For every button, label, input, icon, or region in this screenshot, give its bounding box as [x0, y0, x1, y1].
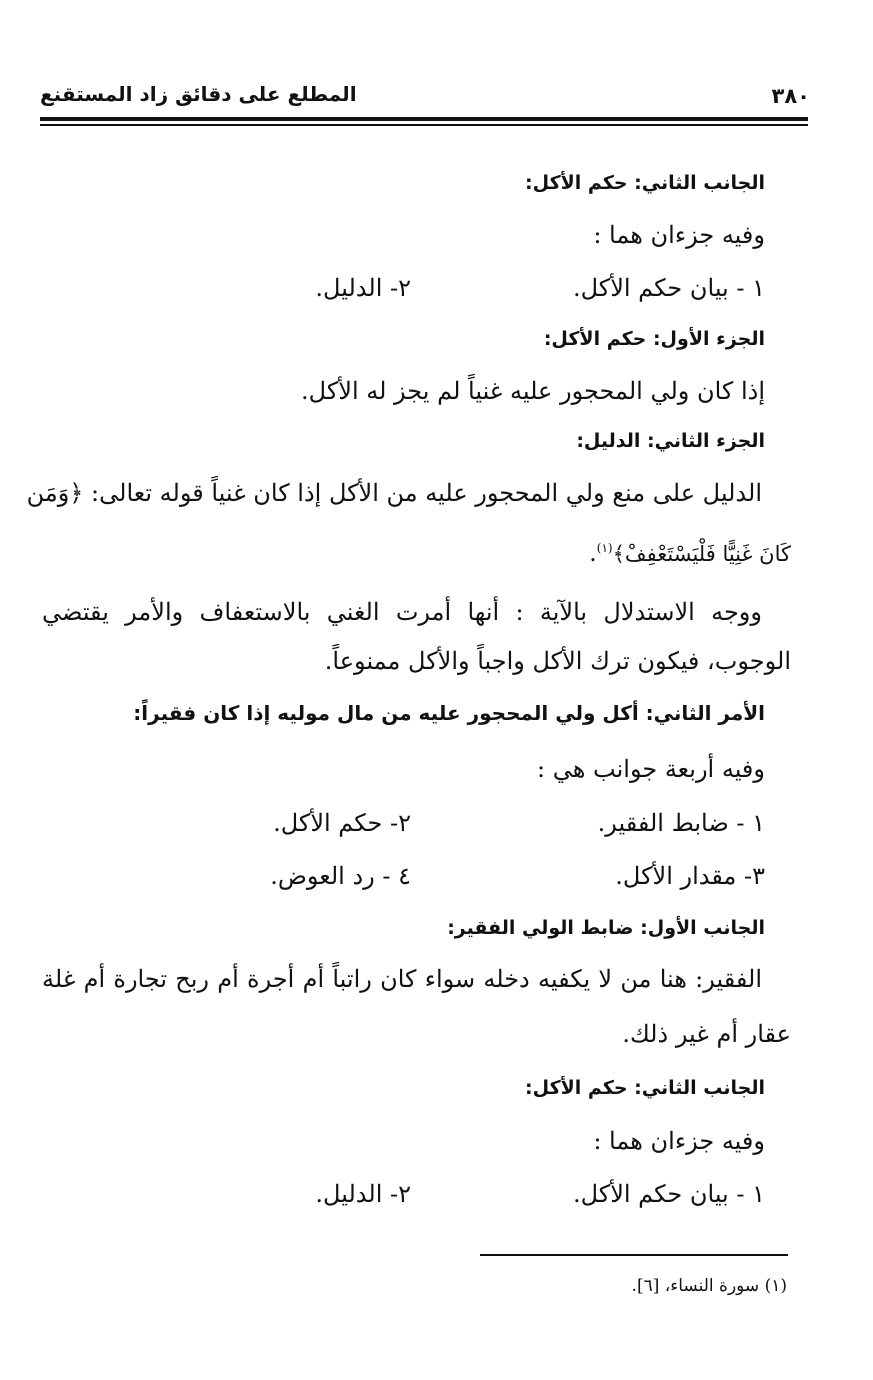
section-heading: الجزء الثاني: الدليل:: [576, 430, 765, 452]
paragraph: وفيه جزءان هما :: [593, 221, 765, 249]
list-item: ٢- الدليل.: [315, 274, 411, 302]
paragraph-line: الفقير: هنا من لا يكفيه دخله سواء كان راتباً أم أجرة أم ربح تجارة أم غلة: [42, 965, 762, 993]
paragraph-line: [589, 531, 791, 571]
section-heading: الجانب الأول: ضابط الولي الفقير:: [447, 917, 765, 939]
list-item: ٤ - رد العوض.: [270, 862, 411, 890]
footnote-reference: (١): [596, 541, 613, 555]
paragraph-line: ووجه الاستدلال بالآية : أنها أمرت الغني بالاستعفاف والأمر يقتضي: [42, 598, 762, 626]
footnote: (١) سورة النساء، [٦].: [631, 1276, 787, 1296]
paragraph: وفيه جزءان هما :: [593, 1127, 765, 1155]
page-number: ٣٨٠: [771, 84, 810, 108]
sentence-end: .: [589, 539, 597, 567]
list-item: ١ - بيان حكم الأكل.: [572, 1180, 765, 1208]
section-heading: الجانب الثاني: حكم الأكل:: [525, 1077, 765, 1099]
section-heading: الجزء الأول: حكم الأكل:: [543, 328, 765, 350]
paragraph-line: الدليل على منع ولي المحجور عليه من الأكل إذا كان غنياً قوله تعالى: ﴿وَمَن: [26, 479, 762, 507]
paragraph-line: عقار أم غير ذلك.: [622, 1020, 791, 1048]
quran-verse: كَانَ غَنِيًّا فَلْيَسْتَعْفِفْ﴾: [612, 542, 791, 566]
list-item: ٣- مقدار الأكل.: [615, 862, 765, 890]
list-item: ٢- حكم الأكل.: [273, 809, 411, 837]
list-item: ٢- الدليل.: [315, 1180, 411, 1208]
main-heading: الأمر الثاني: أكل ولي المحجور عليه من مال موليه إذا كان فقيراً:: [133, 701, 765, 725]
list-item: ١ - بيان حكم الأكل.: [572, 274, 765, 302]
list-item: ١ - ضابط الفقير.: [597, 809, 765, 837]
section-heading: الجانب الثاني: حكم الأكل:: [525, 172, 765, 194]
book-title: المطلع على دقائق زاد المستقنع: [40, 82, 357, 106]
paragraph: إذا كان ولي المحجور عليه غنياً لم يجز له الأكل.: [301, 377, 765, 405]
paragraph-line: الوجوب، فيكون ترك الأكل واجباً والأكل ممنوعاً.: [324, 647, 791, 675]
paragraph: وفيه أربعة جوانب هي :: [537, 755, 765, 783]
footnote-separator: [480, 1254, 788, 1256]
